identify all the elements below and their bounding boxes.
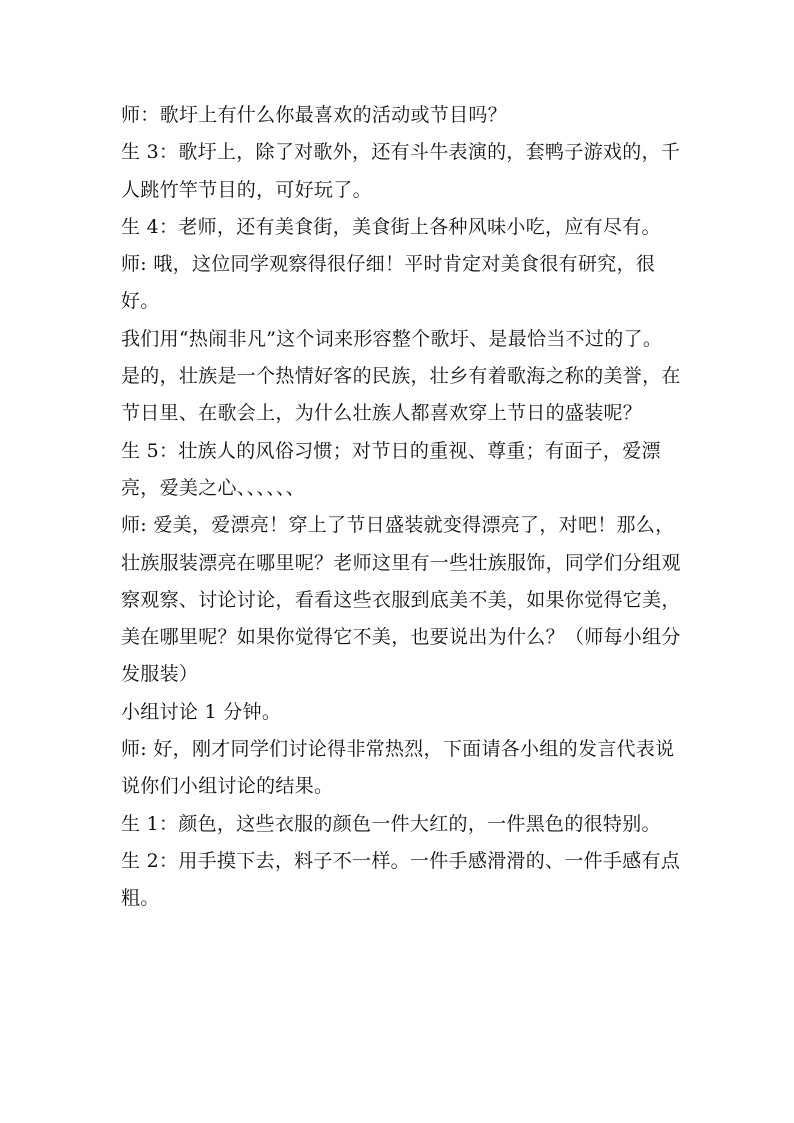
- paragraph-teacher-summary: 我们用“热闹非凡”这个词来形容整个歌圩、是最恰当不过的了。是的，壮族是一个热情好客的民族，壮乡有着歌海之称的美誉，在节日里、在歌会上，为什么壮族人都喜欢穿上节日的盛装呢？: [121, 327, 681, 425]
- paragraph-student-1: 生 1：颜色，这些衣服的颜色一件大红的，一件黑色的很特别。: [121, 812, 661, 835]
- paragraph-student-4: 生 4：老师，还有美食街，美食街上各种风味小吃，应有尽有。: [121, 215, 661, 238]
- paragraph-student-3: 生 3：歌圩上，除了对歌外，还有斗牛表演的，套鸭子游戏的，千人跳竹竿节目的，可好玩了。: [121, 141, 681, 201]
- paragraph-student-2: 生 2：用手摸下去，料子不一样。一件手感滑滑的、一件手感有点粗。: [121, 849, 681, 910]
- paragraph-teacher-praise: 师: 哦，这位同学观察得很仔细！平时肯定对美食很有研究，很好。: [121, 253, 656, 313]
- paragraph-student-5: 生 5：壮族人的风俗习惯；对节日的重视、尊重；有面子，爱漂亮，爱美之心、、、、、、: [121, 439, 661, 499]
- paragraph-teacher-invite: 师: 好，刚才同学们讨论得非常热烈，下面请各小组的发言代表说说你们小组讨论的结果。: [121, 738, 675, 798]
- paragraph-teacher-question: 师：歌圩上有什么你最喜欢的活动或节目吗？: [121, 104, 508, 126]
- paragraph-teacher-task: 师: 爱美，爱漂亮！穿上了节日盛装就变得漂亮了，对吧！那么，壮族服装漂亮在哪里呢？老师这里有一些壮族服饰，同学们分组观察观察、讨论讨论，看看这些衣服到底美不美，如果你觉得它美，美在哪里呢？如果你觉得它不美，也要说出为什么？（师每小组分发服装）: [121, 514, 681, 686]
- document-body: [121, 97, 681, 918]
- paragraph-group-discussion: 小组讨论 1 分钟。: [121, 700, 282, 723]
